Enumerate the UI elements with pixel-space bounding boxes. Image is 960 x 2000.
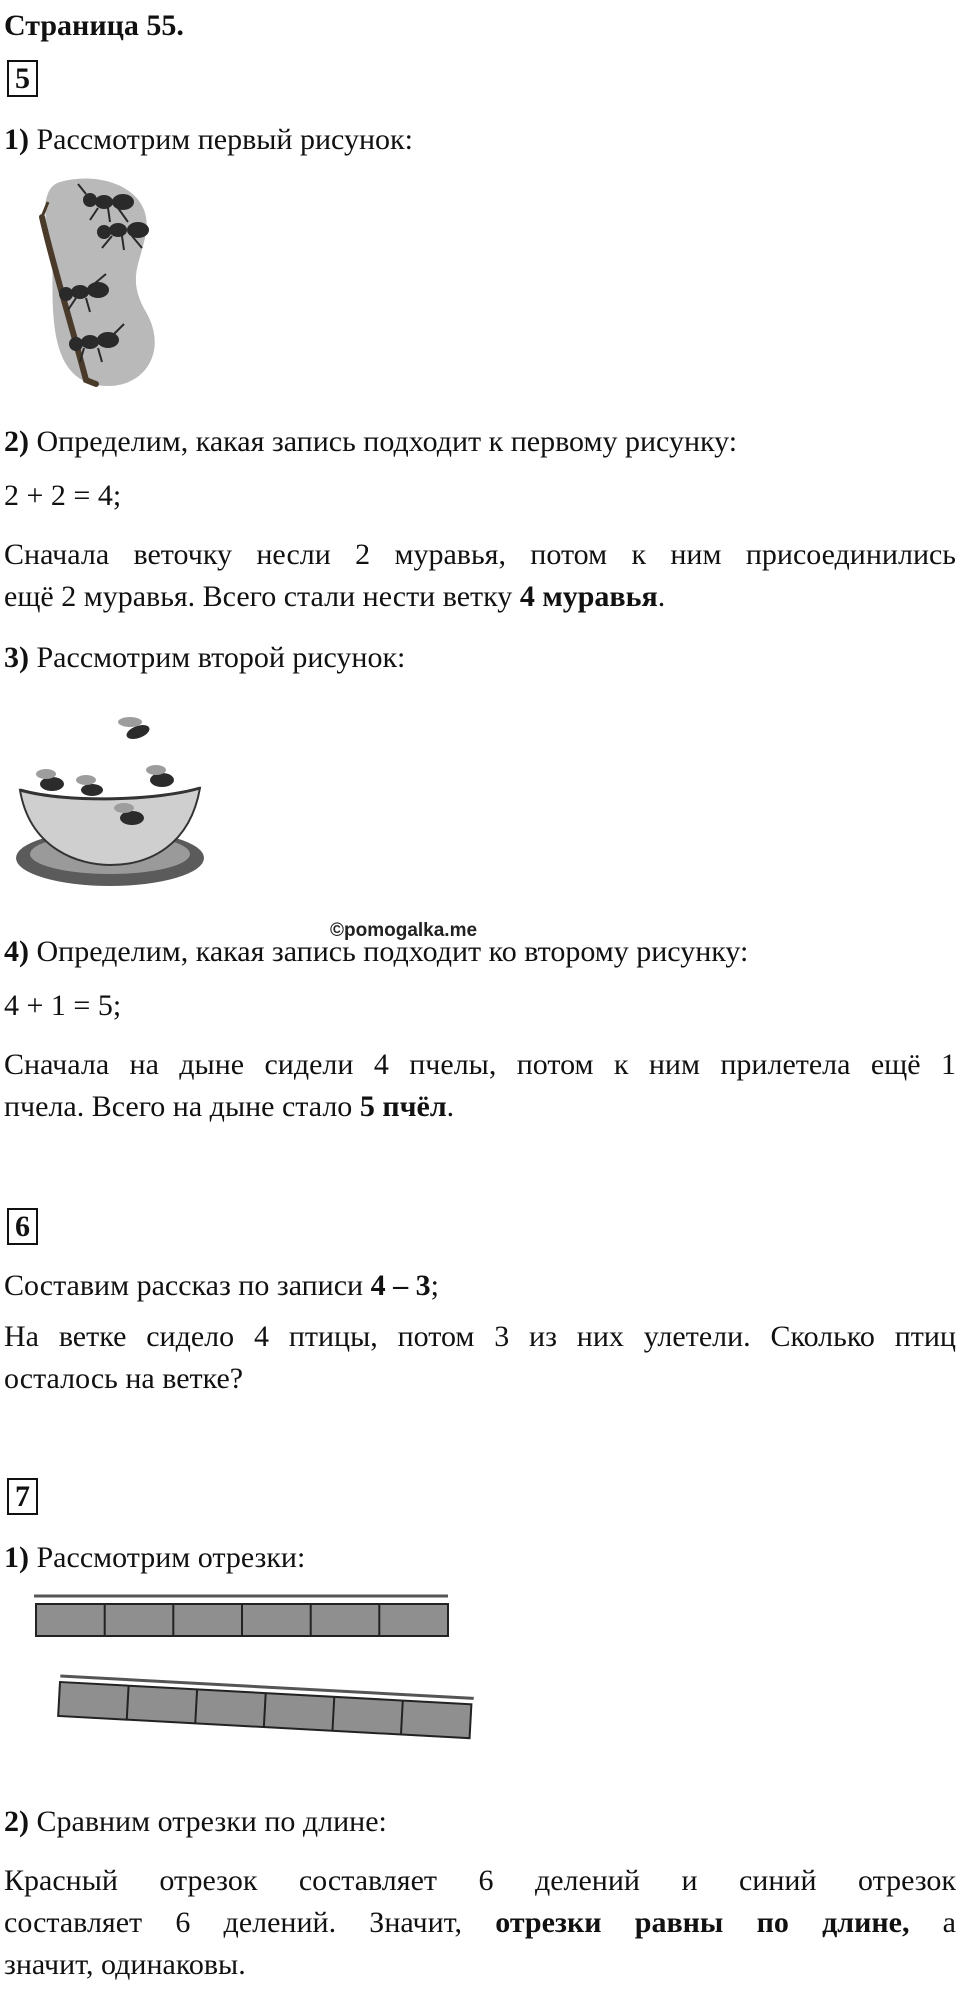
task7-step1 — [4, 1540, 305, 1576]
conclusion-line — [4, 1902, 956, 1944]
text-span: . — [657, 580, 666, 613]
text-span: ещё 2 муравья. Всего стали нести ветку — [4, 580, 520, 613]
step-number: 2) — [4, 425, 29, 458]
text-span: . — [446, 1090, 455, 1123]
conclusion-line: значит, одинаковы. — [4, 1948, 246, 1981]
text-span: составляет 6 делений. Значит, — [4, 1906, 496, 1939]
ants-illustration — [28, 172, 188, 392]
explanation-line: Сначала на дыне сидели 4 пчелы, потом к ним прилетела ещё 1 — [4, 1048, 956, 1081]
step-text: Определим, какая запись подходит ко второму рисунку: — [29, 935, 749, 968]
task5-step4 — [4, 934, 748, 970]
step-number: 4) — [4, 935, 29, 968]
text-span: пчела. Всего на дыне стало — [4, 1090, 360, 1123]
step-number: 1) — [4, 1541, 29, 1574]
task5-step3 — [4, 640, 405, 676]
explanation-1 — [4, 534, 956, 618]
equation-1: 2 + 2 = 4; — [4, 479, 122, 512]
step-number: 2) — [4, 1805, 29, 1838]
step-text: Рассмотрим отрезки: — [29, 1541, 306, 1574]
explanation-line — [4, 1086, 956, 1128]
task7-step2 — [4, 1804, 387, 1840]
step-text: Рассмотрим первый рисунок: — [29, 123, 413, 156]
step-number: 1) — [4, 123, 29, 156]
explanation-line — [4, 576, 956, 618]
task6-intro — [4, 1268, 439, 1304]
answer-bold: 4 муравья — [519, 580, 658, 613]
segment-bar-lower — [58, 1676, 474, 1738]
explanation-2 — [4, 1044, 956, 1128]
story-line: осталось на ветке? — [4, 1362, 244, 1395]
step-text: Определим, какая запись подходит к первому рисунку: — [29, 425, 738, 458]
task-number-6: 6 — [7, 1208, 38, 1245]
conclusion-line: Красный отрезок составляет 6 делений и синий отрезок — [4, 1864, 956, 1897]
task5-step2 — [4, 424, 737, 460]
step-text: Сравним отрезки по длине: — [29, 1805, 387, 1838]
bees-melon-illustration — [10, 700, 210, 900]
expression-bold: 4 – 3 — [370, 1269, 431, 1302]
task-number-7: 7 — [7, 1478, 38, 1515]
task-number-5: 5 — [7, 60, 38, 97]
task6-story — [4, 1316, 956, 1400]
answer-bold: отрезки равны по длине, — [495, 1906, 910, 1939]
segments-illustration — [20, 1590, 490, 1765]
step-number: 3) — [4, 641, 29, 674]
text-span: а — [909, 1906, 956, 1939]
equation-2: 4 + 1 = 5; — [4, 989, 122, 1022]
story-line: На ветке сидело 4 птицы, потом 3 из них улетели. Сколько птиц — [4, 1320, 956, 1353]
step-text: Рассмотрим второй рисунок: — [29, 641, 406, 674]
watermark: ©pomogalka.me — [330, 920, 478, 941]
text-span: ; — [430, 1269, 439, 1302]
answer-bold: 5 пчёл — [359, 1090, 447, 1123]
segment-bar-upper — [36, 1604, 448, 1636]
explanation-line: Сначала веточку несли 2 муравья, потом к ним присоединились — [4, 538, 956, 571]
task5-step1 — [4, 122, 413, 158]
page-title: Страница 55. — [4, 9, 184, 42]
text-span: Составим рассказ по записи — [4, 1269, 371, 1302]
task7-conclusion — [4, 1860, 956, 1986]
